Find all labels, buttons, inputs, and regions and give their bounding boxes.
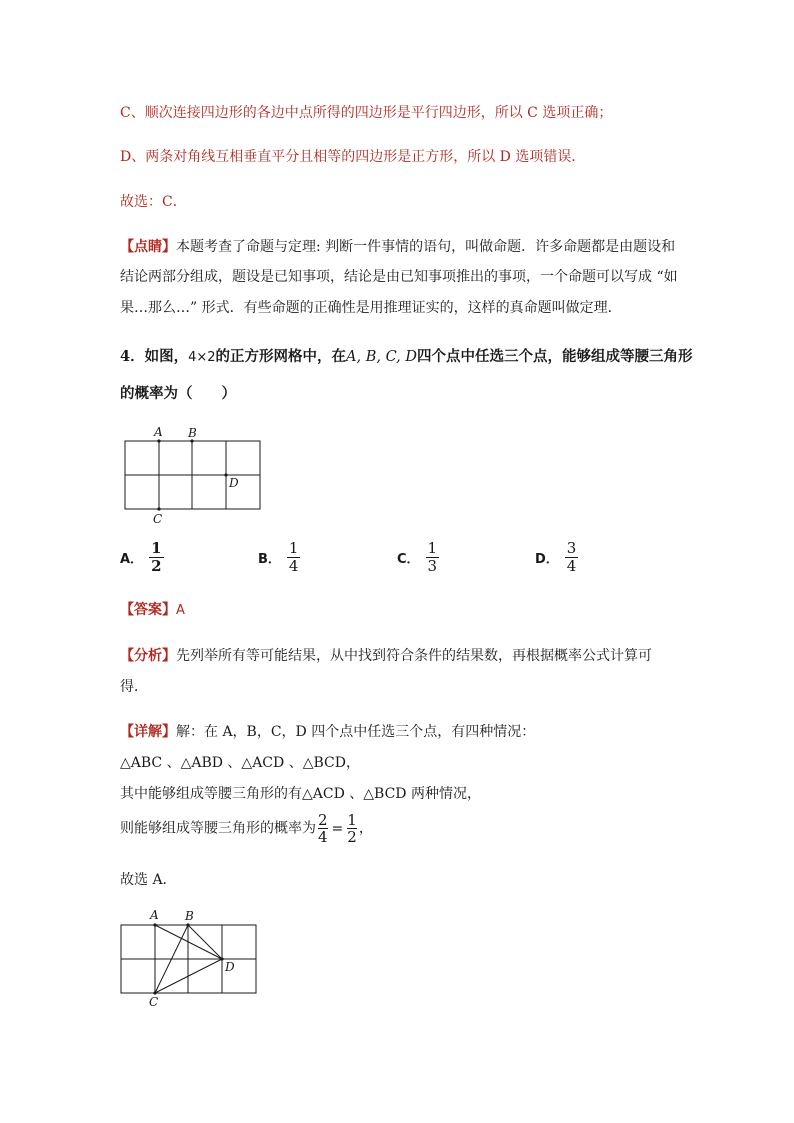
question-line-1	[120, 347, 693, 368]
answer-line	[120, 600, 185, 621]
option-c-explanation: C、顺次连接四边形的各边中点所得的四边形是平行四边形，所以 C 选项正确；	[120, 105, 613, 121]
solution-label-a: A	[150, 908, 159, 922]
choice-d-label: D．	[535, 552, 559, 567]
solution-point-a-dot	[153, 923, 156, 926]
choice-b-num: 1	[288, 539, 299, 557]
answer-value: A	[176, 603, 185, 618]
label-a: A	[154, 425, 163, 439]
choice-b-den: 4	[288, 557, 299, 575]
dianjing-line-2: 结论两部分组成，题设是已知事项，结论是由已知事项推出的事项，一个命题可以写成 “如	[120, 269, 678, 285]
analysis-line-1	[120, 646, 652, 666]
choice-a[interactable]	[120, 540, 164, 575]
label-d: D	[229, 476, 239, 490]
solution-point-d-dot	[220, 957, 223, 960]
dianjing-text-1: 本题考查了命题与定理: 判断一件事情的语句，叫做命题．许多命题都是由题设和	[176, 239, 676, 255]
choose-c-line: 故选：C．	[120, 194, 187, 210]
choice-d-fraction	[565, 540, 579, 575]
solution-label-c: C	[149, 995, 159, 1009]
fraction-2-4-num: 2	[318, 811, 328, 829]
choice-d-den: 4	[566, 557, 577, 575]
fraction-1-2-num: 1	[347, 811, 357, 829]
fraction-2-4-den: 4	[318, 828, 328, 846]
choice-b-label: B．	[258, 552, 281, 567]
question-grid-figure	[118, 424, 268, 528]
solution-label-d: D	[225, 960, 235, 974]
label-b: B	[188, 426, 197, 440]
choice-a-label: A．	[120, 552, 144, 567]
grid-size: 4×2	[188, 350, 216, 365]
detail-line-4	[120, 812, 373, 845]
detail-line-5: 故选 A．	[120, 872, 177, 888]
label-c: C	[153, 512, 163, 526]
analysis-text-1: 先列举所有等可能结果，从中找到符合条件的结果数，再根据概率公式计算可	[176, 648, 652, 664]
detail-tag: 【详解】	[120, 724, 176, 740]
choice-b-fraction	[287, 540, 301, 575]
dianjing-line-3: 果…那么…” 形式．有些命题的正确性是用推理证实的，这样的真命题叫做定理．	[120, 300, 622, 316]
choice-a-num: 1	[151, 539, 162, 557]
point-d-dot	[224, 473, 227, 476]
analysis-tag: 【分析】	[120, 648, 176, 664]
fraction-2-4	[318, 812, 328, 845]
point-list: A, B, C, D	[346, 349, 418, 365]
detail-text-1: 解：在 A，B，C，D 四个点中任选三个点，有四种情况：	[176, 724, 536, 740]
detail-line-3: 其中能够组成等腰三角形的有△ACD 、△BCD 两种情况，	[120, 786, 481, 802]
question-text-2: 四个点中任选三个点，能够组成等腰三角形	[417, 348, 693, 365]
choice-d[interactable]	[535, 540, 578, 575]
solution-point-b-dot	[186, 923, 189, 926]
choice-c-den: 3	[427, 557, 438, 575]
equals-sign: =	[331, 820, 344, 837]
choice-c-label: C．	[397, 552, 420, 567]
solution-label-b: B	[185, 909, 194, 923]
analysis-line-2: 得．	[120, 679, 148, 695]
fraction-1-2-den: 2	[347, 828, 357, 846]
choice-b[interactable]	[258, 540, 300, 575]
question-line-2: 的概率为（ ）	[120, 385, 236, 402]
comma: ，	[358, 820, 373, 837]
question-text-1: 的正方形网格中，在	[215, 348, 347, 365]
detail-text-4: 则能够组成等腰三角形的概率为	[120, 820, 316, 837]
choice-d-num: 3	[566, 539, 577, 557]
choice-c-fraction	[426, 540, 440, 575]
fraction-1-2	[347, 812, 357, 845]
dianjing-tag: 【点睛】	[120, 239, 176, 255]
detail-line-2: △ABC 、△ABD 、△ACD 、△BCD，	[120, 755, 360, 771]
choice-a-fraction	[149, 540, 163, 575]
answer-tag: 【答案】	[120, 602, 176, 618]
detail-line-1	[120, 722, 535, 742]
segment-bd	[188, 925, 222, 959]
question-number: 4．如图，	[120, 348, 189, 365]
point-c-dot	[157, 507, 160, 510]
dianjing-line-1	[120, 237, 675, 257]
option-d-explanation: D、两条对角线互相垂直平分且相等的四边形是正方形，所以 D 选项错误．	[120, 149, 586, 165]
choice-a-den: 2	[151, 557, 162, 575]
choice-c[interactable]	[397, 540, 439, 575]
choice-c-num: 1	[427, 539, 438, 557]
point-a-dot	[157, 439, 160, 442]
solution-grid-figure	[114, 905, 264, 1009]
